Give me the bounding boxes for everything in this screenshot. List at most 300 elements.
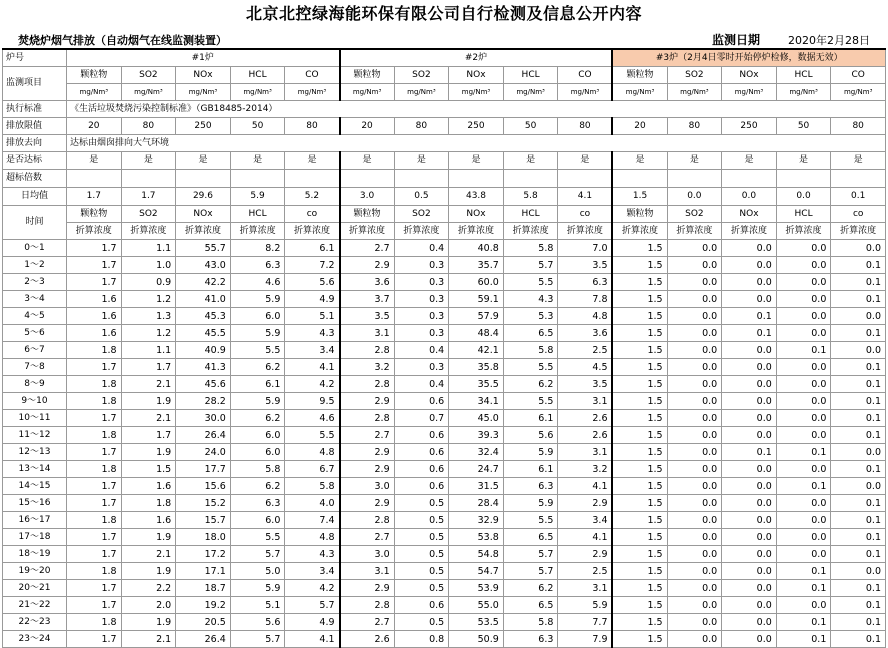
value-cell: 32.9 [449, 512, 504, 529]
daily-cell: 0.0 [776, 188, 831, 206]
value-cell: 2.1 [121, 546, 176, 563]
compliant-cell: 是 [285, 152, 340, 170]
value-cell: 0.8 [394, 631, 449, 648]
value-cell: 2.1 [121, 410, 176, 427]
table-row [3, 512, 886, 529]
value-cell: 0.5 [394, 495, 449, 512]
value-cell: 3.1 [558, 580, 613, 597]
table-row [3, 376, 886, 393]
table-row [3, 308, 886, 325]
value-cell: 0.1 [831, 495, 886, 512]
exceed-cell [558, 170, 613, 188]
value-cell: 1.7 [67, 444, 122, 461]
value-cell: 5.5 [503, 393, 558, 410]
value-cell: 5.5 [230, 342, 285, 359]
time-cell: 15～16 [3, 495, 67, 512]
table-row [3, 274, 886, 291]
value-cell: 5.8 [285, 478, 340, 495]
compliant-cell: 是 [503, 152, 558, 170]
value-cell: 35.5 [449, 376, 504, 393]
value-cell: 5.8 [503, 342, 558, 359]
value-cell: 0.0 [722, 580, 777, 597]
pollutant-header: HCL [230, 67, 285, 84]
value-cell: 1.6 [121, 512, 176, 529]
value-cell: 19.2 [176, 597, 231, 614]
table-row [3, 427, 886, 444]
value-cell: 0.1 [831, 325, 886, 342]
value-cell: 1.8 [67, 461, 122, 478]
value-cell: 6.5 [503, 597, 558, 614]
exceed-cell [285, 170, 340, 188]
value-cell: 0.1 [831, 512, 886, 529]
value-cell: 5.9 [503, 444, 558, 461]
value-cell: 0.0 [776, 308, 831, 325]
exceed-cell [67, 170, 122, 188]
time-cell: 19～20 [3, 563, 67, 580]
value-cell: 1.5 [612, 274, 667, 291]
destination-text: 达标由烟囱排向大气环境 [67, 135, 886, 152]
conc-label-cell: 折算浓度 [340, 223, 395, 240]
value-cell: 0.5 [394, 512, 449, 529]
value-cell: 0.0 [667, 580, 722, 597]
table-row [3, 478, 886, 495]
value-cell: 0.0 [722, 546, 777, 563]
conc-label-cell: 折算浓度 [558, 223, 613, 240]
value-cell: 20.5 [176, 614, 231, 631]
value-cell: 0.1 [722, 308, 777, 325]
value-cell: 0.0 [722, 393, 777, 410]
value-cell: 0.0 [722, 359, 777, 376]
value-cell: 24.0 [176, 444, 231, 461]
value-cell: 1.8 [67, 614, 122, 631]
exceed-label: 超标倍数 [3, 170, 67, 188]
value-cell: 0.5 [394, 529, 449, 546]
value-cell: 1.5 [121, 461, 176, 478]
value-cell: 0.1 [722, 325, 777, 342]
value-cell: 3.4 [285, 563, 340, 580]
pollutant-header: SO2 [394, 67, 449, 84]
value-cell: 0.0 [776, 359, 831, 376]
value-cell: 1.5 [612, 546, 667, 563]
limit-cell: 250 [722, 118, 777, 135]
exceed-cell [722, 170, 777, 188]
pollutant-header: 颗粒物 [612, 67, 667, 84]
value-cell: 0.4 [394, 342, 449, 359]
value-cell: 6.1 [285, 240, 340, 257]
value-cell: 3.0 [340, 478, 395, 495]
value-cell: 41.0 [176, 291, 231, 308]
value-cell: 1.8 [67, 376, 122, 393]
value-cell: 0.0 [722, 342, 777, 359]
conc-label-cell: 折算浓度 [831, 223, 886, 240]
value-cell: 0.0 [831, 240, 886, 257]
value-cell: 0.6 [394, 444, 449, 461]
value-cell: 0.0 [667, 410, 722, 427]
time-cell: 0～1 [3, 240, 67, 257]
emission-table [2, 48, 886, 648]
value-cell: 0.0 [667, 614, 722, 631]
table-row [3, 240, 886, 257]
value-cell: 28.2 [176, 393, 231, 410]
standard-text: 《生活垃圾焚烧污染控制标准》（GB18485-2014） [67, 101, 886, 118]
value-cell: 1.9 [121, 444, 176, 461]
value-cell: 4.3 [503, 291, 558, 308]
pollutant-header: HCL [503, 67, 558, 84]
value-cell: 1.5 [612, 597, 667, 614]
furnace-label: 炉号 [3, 49, 67, 67]
time-cell: 1～2 [3, 257, 67, 274]
value-cell: 2.8 [340, 597, 395, 614]
date-value: 2020年2月28日 [788, 34, 870, 47]
value-cell: 0.5 [394, 563, 449, 580]
value-cell: 1.9 [121, 393, 176, 410]
value-cell: 53.9 [449, 580, 504, 597]
conc-label-cell: 折算浓度 [176, 223, 231, 240]
table-row [3, 342, 886, 359]
value-cell: 1.7 [67, 410, 122, 427]
value-cell: 2.7 [340, 614, 395, 631]
value-cell: 2.6 [558, 410, 613, 427]
time-label: 时间 [3, 206, 67, 240]
value-cell: 6.0 [230, 427, 285, 444]
limit-cell: 50 [776, 118, 831, 135]
value-cell: 1.5 [612, 376, 667, 393]
value-cell: 2.7 [340, 427, 395, 444]
value-cell: 0.0 [776, 512, 831, 529]
pollutant-header: NOx [176, 206, 231, 223]
value-cell: 1.8 [67, 427, 122, 444]
value-cell: 2.1 [121, 631, 176, 648]
value-cell: 0.9 [121, 274, 176, 291]
value-cell: 1.5 [612, 631, 667, 648]
time-cell: 20～21 [3, 580, 67, 597]
value-cell: 5.5 [503, 359, 558, 376]
compliant-label: 是否达标 [3, 152, 67, 170]
value-cell: 4.8 [285, 444, 340, 461]
value-cell: 41.3 [176, 359, 231, 376]
pollutant-header: co [831, 206, 886, 223]
value-cell: 1.6 [67, 291, 122, 308]
value-cell: 0.1 [776, 580, 831, 597]
value-cell: 5.6 [285, 274, 340, 291]
value-cell: 0.1 [776, 478, 831, 495]
value-cell: 2.5 [558, 563, 613, 580]
value-cell: 3.0 [340, 546, 395, 563]
daily-cell: 4.1 [558, 188, 613, 206]
value-cell: 6.3 [503, 478, 558, 495]
compliant-cell: 是 [176, 152, 231, 170]
table-row [3, 563, 886, 580]
unit-cell: mg/Nm³ [558, 84, 613, 101]
value-cell: 53.8 [449, 529, 504, 546]
pollutant-header: 颗粒物 [340, 67, 395, 84]
daily-cell: 1.5 [612, 188, 667, 206]
value-cell: 1.7 [67, 597, 122, 614]
exceed-cell [176, 170, 231, 188]
value-cell: 3.1 [558, 393, 613, 410]
value-cell: 4.9 [285, 291, 340, 308]
value-cell: 0.0 [776, 410, 831, 427]
daily-cell: 5.9 [230, 188, 285, 206]
pollutant-header: NOx [176, 67, 231, 84]
value-cell: 0.3 [394, 257, 449, 274]
compliant-cell: 是 [230, 152, 285, 170]
value-cell: 48.4 [449, 325, 504, 342]
value-cell: 26.4 [176, 631, 231, 648]
value-cell: 28.4 [449, 495, 504, 512]
value-cell: 5.7 [285, 597, 340, 614]
value-cell: 6.1 [230, 376, 285, 393]
limit-cell: 20 [612, 118, 667, 135]
value-cell: 53.5 [449, 614, 504, 631]
value-cell: 5.9 [230, 580, 285, 597]
value-cell: 5.5 [503, 512, 558, 529]
value-cell: 7.2 [285, 257, 340, 274]
value-cell: 1.5 [612, 325, 667, 342]
pollutant-header: 颗粒物 [340, 206, 395, 223]
value-cell: 0.3 [394, 274, 449, 291]
value-cell: 1.3 [121, 308, 176, 325]
time-cell: 23～24 [3, 631, 67, 648]
exceed-cell [394, 170, 449, 188]
value-cell: 1.5 [612, 614, 667, 631]
value-cell: 5.1 [285, 308, 340, 325]
time-cell: 3～4 [3, 291, 67, 308]
value-cell: 0.0 [776, 546, 831, 563]
value-cell: 0.1 [831, 257, 886, 274]
value-cell: 3.2 [558, 461, 613, 478]
value-cell: 1.5 [612, 240, 667, 257]
value-cell: 2.6 [340, 631, 395, 648]
value-cell: 2.9 [340, 461, 395, 478]
value-cell: 2.9 [340, 257, 395, 274]
value-cell: 0.0 [667, 529, 722, 546]
daily-cell: 0.1 [831, 188, 886, 206]
compliant-cell: 是 [121, 152, 176, 170]
value-cell: 0.4 [394, 376, 449, 393]
destination-label: 排放去向 [3, 135, 67, 152]
value-cell: 3.6 [340, 274, 395, 291]
exceed-cell [121, 170, 176, 188]
value-cell: 0.4 [394, 240, 449, 257]
value-cell: 1.7 [67, 240, 122, 257]
pollutant-header: NOx [449, 67, 504, 84]
value-cell: 1.6 [121, 478, 176, 495]
value-cell: 2.9 [340, 580, 395, 597]
value-cell: 1.7 [67, 478, 122, 495]
compliant-cell: 是 [558, 152, 613, 170]
value-cell: 0.6 [394, 427, 449, 444]
value-cell: 2.7 [340, 240, 395, 257]
value-cell: 6.2 [230, 410, 285, 427]
exceed-cell [340, 170, 395, 188]
value-cell: 1.1 [121, 240, 176, 257]
unit-cell: mg/Nm³ [831, 84, 886, 101]
value-cell: 0.0 [722, 529, 777, 546]
value-cell: 15.2 [176, 495, 231, 512]
furnace-2-header: #2炉 [340, 49, 613, 67]
value-cell: 6.3 [503, 631, 558, 648]
limit-cell: 50 [503, 118, 558, 135]
table-row [3, 461, 886, 478]
table-row [3, 495, 886, 512]
value-cell: 0.0 [722, 461, 777, 478]
value-cell: 2.1 [121, 376, 176, 393]
value-cell: 5.8 [503, 240, 558, 257]
value-cell: 0.0 [667, 393, 722, 410]
value-cell: 5.7 [230, 546, 285, 563]
value-cell: 1.8 [67, 342, 122, 359]
value-cell: 0.1 [831, 546, 886, 563]
value-cell: 5.5 [285, 427, 340, 444]
value-cell: 54.7 [449, 563, 504, 580]
value-cell: 0.0 [722, 512, 777, 529]
value-cell: 0.3 [394, 359, 449, 376]
value-cell: 0.0 [776, 495, 831, 512]
value-cell: 0.1 [831, 461, 886, 478]
table-row [3, 410, 886, 427]
value-cell: 0.6 [394, 478, 449, 495]
pollutant-header: SO2 [121, 67, 176, 84]
pollutant-header: CO [285, 67, 340, 84]
time-cell: 12～13 [3, 444, 67, 461]
value-cell: 1.7 [67, 359, 122, 376]
unit-cell: mg/Nm³ [722, 84, 777, 101]
value-cell: 6.0 [230, 444, 285, 461]
value-cell: 2.7 [340, 529, 395, 546]
exceed-cell [449, 170, 504, 188]
value-cell: 0.0 [667, 546, 722, 563]
daily-cell: 1.7 [67, 188, 122, 206]
value-cell: 39.3 [449, 427, 504, 444]
value-cell: 4.1 [285, 631, 340, 648]
value-cell: 1.0 [121, 257, 176, 274]
value-cell: 4.8 [558, 308, 613, 325]
value-cell: 0.1 [831, 614, 886, 631]
value-cell: 6.5 [503, 325, 558, 342]
value-cell: 5.7 [503, 257, 558, 274]
unit-cell: mg/Nm³ [340, 84, 395, 101]
subtitle-row [0, 28, 888, 48]
value-cell: 7.9 [558, 631, 613, 648]
value-cell: 0.3 [394, 325, 449, 342]
value-cell: 2.8 [340, 342, 395, 359]
compliant-cell: 是 [340, 152, 395, 170]
value-cell: 6.1 [503, 410, 558, 427]
value-cell: 0.0 [667, 291, 722, 308]
value-cell: 0.1 [776, 614, 831, 631]
pollutant-header: 颗粒物 [67, 206, 122, 223]
value-cell: 0.0 [776, 597, 831, 614]
value-cell: 4.1 [285, 359, 340, 376]
value-cell: 1.2 [121, 291, 176, 308]
value-cell: 6.3 [230, 495, 285, 512]
pollutant-header: SO2 [394, 206, 449, 223]
value-cell: 6.1 [503, 461, 558, 478]
time-cell: 7～8 [3, 359, 67, 376]
pollutant-header: HCL [776, 67, 831, 84]
value-cell: 43.0 [176, 257, 231, 274]
unit-cell: mg/Nm³ [449, 84, 504, 101]
limit-cell: 250 [176, 118, 231, 135]
limit-cell: 80 [831, 118, 886, 135]
value-cell: 0.0 [667, 478, 722, 495]
table-row [3, 580, 886, 597]
value-cell: 0.1 [831, 529, 886, 546]
unit-cell: mg/Nm³ [176, 84, 231, 101]
value-cell: 6.2 [503, 376, 558, 393]
daily-label: 日均值 [3, 188, 67, 206]
value-cell: 40.8 [449, 240, 504, 257]
value-cell: 0.0 [667, 631, 722, 648]
value-cell: 0.1 [776, 631, 831, 648]
value-cell: 26.4 [176, 427, 231, 444]
value-cell: 4.9 [285, 614, 340, 631]
value-cell: 0.0 [667, 257, 722, 274]
value-cell: 0.0 [667, 376, 722, 393]
value-cell: 1.7 [67, 529, 122, 546]
value-cell: 17.2 [176, 546, 231, 563]
exceed-cell [230, 170, 285, 188]
value-cell: 5.3 [503, 308, 558, 325]
value-cell: 60.0 [449, 274, 504, 291]
value-cell: 5.7 [230, 631, 285, 648]
value-cell: 0.0 [722, 410, 777, 427]
time-cell: 2～3 [3, 274, 67, 291]
value-cell: 50.9 [449, 631, 504, 648]
limit-cell: 250 [449, 118, 504, 135]
table-row [3, 546, 886, 563]
value-cell: 0.0 [667, 325, 722, 342]
time-cell: 13～14 [3, 461, 67, 478]
value-cell: 0.3 [394, 291, 449, 308]
value-cell: 1.7 [67, 257, 122, 274]
value-cell: 0.0 [667, 495, 722, 512]
value-cell: 1.5 [612, 580, 667, 597]
value-cell: 6.0 [230, 512, 285, 529]
value-cell: 0.0 [667, 427, 722, 444]
time-cell: 4～5 [3, 308, 67, 325]
value-cell: 15.7 [176, 512, 231, 529]
unit-cell: mg/Nm³ [394, 84, 449, 101]
conc-label-cell: 折算浓度 [722, 223, 777, 240]
time-cell: 8～9 [3, 376, 67, 393]
value-cell: 4.3 [285, 325, 340, 342]
value-cell: 1.9 [121, 529, 176, 546]
value-cell: 0.1 [831, 291, 886, 308]
exceed-cell [667, 170, 722, 188]
value-cell: 7.4 [285, 512, 340, 529]
time-cell: 6～7 [3, 342, 67, 359]
value-cell: 1.5 [612, 563, 667, 580]
furnace-1-header: #1炉 [67, 49, 340, 67]
limit-cell: 80 [667, 118, 722, 135]
conc-label-cell: 折算浓度 [612, 223, 667, 240]
value-cell: 2.9 [558, 546, 613, 563]
value-cell: 1.5 [612, 529, 667, 546]
limit-cell: 80 [394, 118, 449, 135]
value-cell: 0.1 [776, 444, 831, 461]
value-cell: 0.0 [667, 240, 722, 257]
value-cell: 0.1 [776, 342, 831, 359]
time-cell: 17～18 [3, 529, 67, 546]
exceed-cell [612, 170, 667, 188]
value-cell: 6.7 [285, 461, 340, 478]
value-cell: 0.5 [394, 546, 449, 563]
exceed-cell [503, 170, 558, 188]
compliant-cell: 是 [722, 152, 777, 170]
value-cell: 1.8 [67, 563, 122, 580]
